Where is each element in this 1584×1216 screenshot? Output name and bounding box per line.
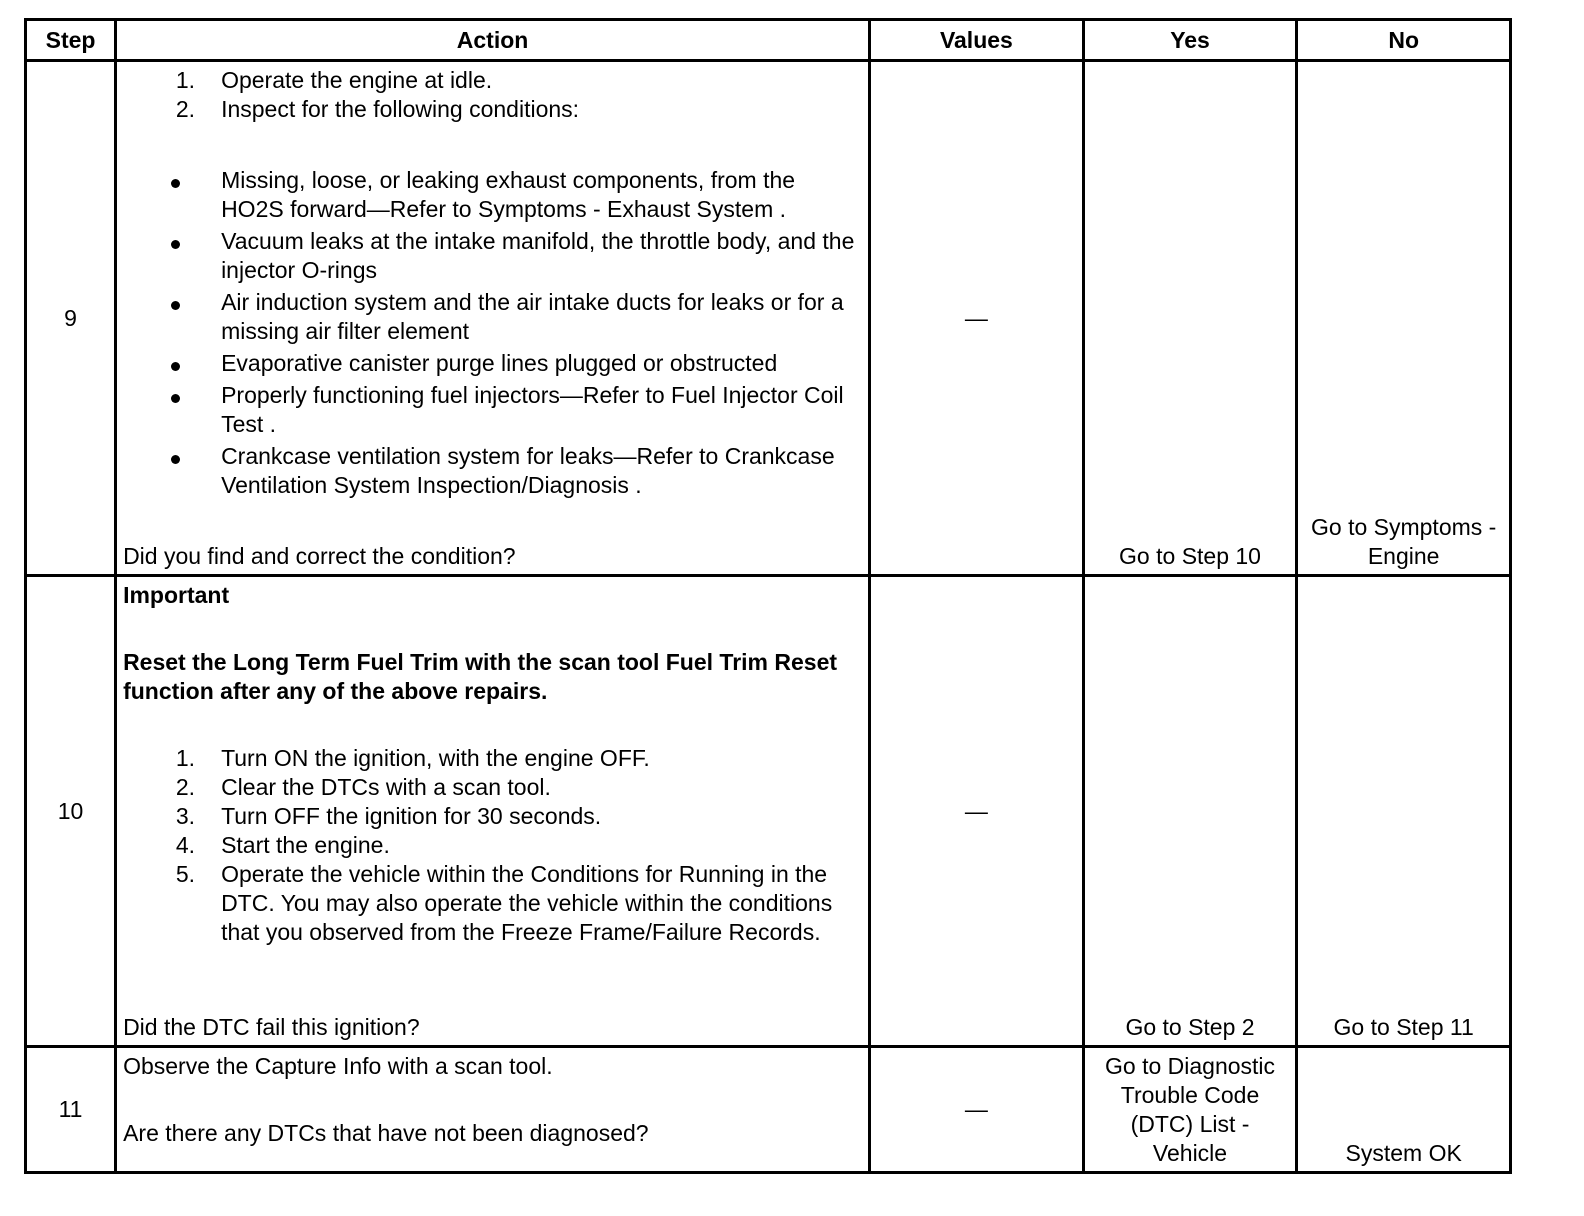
list-item: Missing, loose, or leaking exhaust components, from the HO2S forward—Refer to Symptoms - Exhaust System . xyxy=(123,166,862,224)
no-cell: System OK xyxy=(1297,1047,1511,1173)
list-item: 2. Inspect for the following conditions: xyxy=(175,96,580,122)
header-yes: Yes xyxy=(1083,20,1297,61)
values-cell: — xyxy=(870,576,1084,1047)
header-step: Step xyxy=(26,20,116,61)
bullet-icon xyxy=(123,227,221,285)
step-number: 11 xyxy=(26,1047,116,1173)
important-title: Important xyxy=(123,582,230,608)
list-item: 3. Turn OFF the ignition for 30 seconds. xyxy=(175,803,602,829)
table-row-step-11 xyxy=(26,1047,1511,1173)
bullet-icon xyxy=(123,288,221,346)
list-item: 1. Operate the engine at idle. xyxy=(175,67,493,93)
list-item: Vacuum leaks at the intake manifold, the throttle body, and the injector O-rings xyxy=(123,227,862,285)
list-item: Air induction system and the air intake ducts for leaks or for a missing air filter element xyxy=(123,288,862,346)
no-cell: Go to Step 11 xyxy=(1297,576,1511,1047)
table-row-step-9 xyxy=(26,61,1511,576)
values-cell: — xyxy=(870,1047,1084,1173)
diagnostic-table xyxy=(24,18,1512,1174)
step-number: 9 xyxy=(26,61,116,576)
list-item: Evaporative canister purge lines plugged or obstructed xyxy=(123,349,862,378)
question-text: Did the DTC fail this ignition? xyxy=(123,1014,420,1040)
list-item: 1. Turn ON the ignition, with the engine OFF. xyxy=(175,745,650,771)
values-cell: — xyxy=(870,61,1084,576)
list-item: 5. Operate the vehicle within the Conditions for Running in the DTC. You may also operate the vehicle within the conditions that you observed from the Freeze Frame/Failure Records. xyxy=(175,861,833,945)
action-text: Observe the Capture Info with a scan tool. xyxy=(123,1053,553,1079)
action-cell xyxy=(116,1047,870,1173)
bullet-icon xyxy=(123,381,221,439)
bullet-icon xyxy=(123,349,221,378)
header-no: No xyxy=(1297,20,1511,61)
list-item: Properly functioning fuel injectors—Refer to Fuel Injector Coil Test . xyxy=(123,381,862,439)
yes-cell: Go to Step 10 xyxy=(1083,61,1297,576)
header-values: Values xyxy=(870,20,1084,61)
bullet-icon xyxy=(123,166,221,224)
table-row-step-10 xyxy=(26,576,1511,1047)
action-cell xyxy=(116,61,870,576)
list-item: 4. Start the engine. xyxy=(175,832,390,858)
question-text: Are there any DTCs that have not been diagnosed? xyxy=(123,1120,649,1146)
step-number: 10 xyxy=(26,576,116,1047)
important-text: Reset the Long Term Fuel Trim with the scan tool Fuel Trim Reset function after any of the above repairs. xyxy=(123,649,838,704)
bullet-list xyxy=(123,166,862,503)
list-item: 2. Clear the DTCs with a scan tool. xyxy=(175,774,551,800)
numbered-steps xyxy=(123,744,862,947)
header-action: Action xyxy=(116,20,870,61)
yes-cell: Go to Diagnostic Trouble Code (DTC) List - Vehicle xyxy=(1083,1047,1297,1173)
numbered-steps xyxy=(123,66,862,124)
bullet-icon xyxy=(123,442,221,500)
header-row xyxy=(26,20,1511,61)
yes-cell: Go to Step 2 xyxy=(1083,576,1297,1047)
action-cell xyxy=(116,576,870,1047)
no-cell: Go to Symptoms - Engine xyxy=(1297,61,1511,576)
question-text: Did you find and correct the condition? xyxy=(123,543,516,569)
list-item: Crankcase ventilation system for leaks—Refer to Crankcase Ventilation System Inspection/Diagnosis . xyxy=(123,442,862,500)
